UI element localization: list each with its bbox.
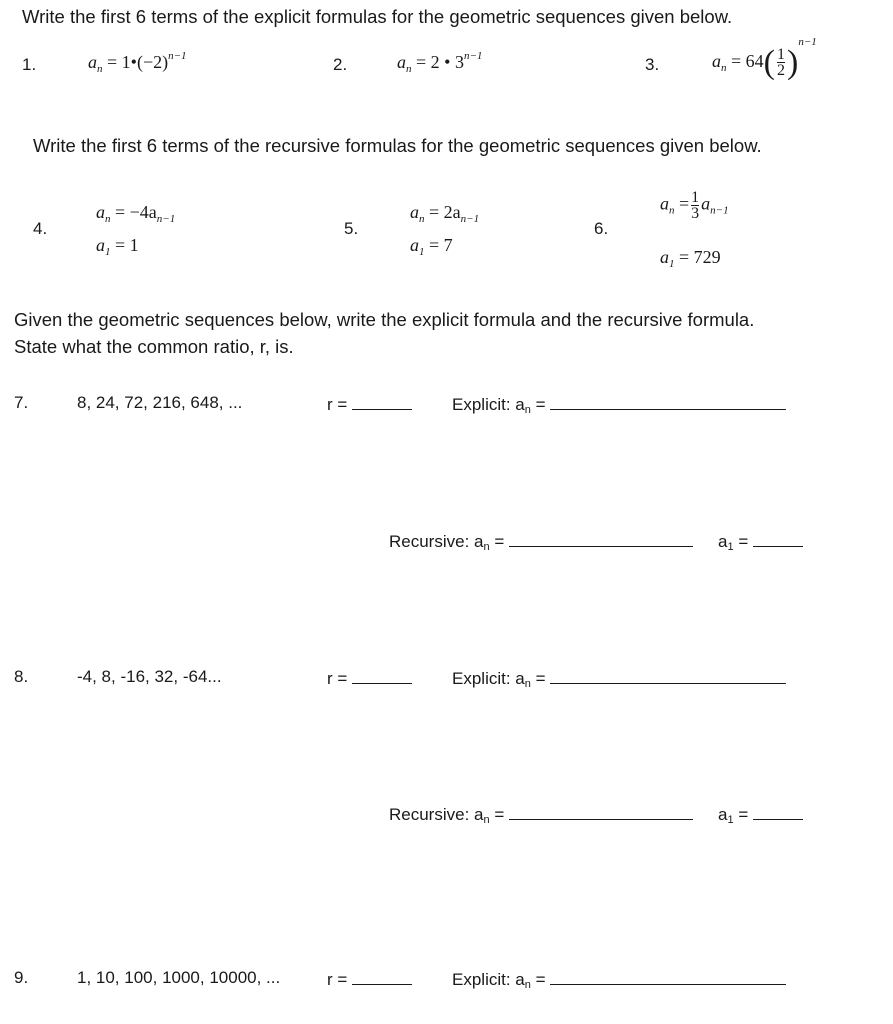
problem-2-number: 2.: [333, 55, 348, 74]
problem-6-line1: $a_n$ = $\frac{1}{3}$ $a_{n-1}$: [660, 189, 729, 222]
problem-5-line1: $a_n = 2a_{n-1}$: [410, 202, 480, 225]
problem-5-number: 5.: [344, 219, 359, 238]
problem-7-recursive: Recursive: an =: [389, 530, 693, 553]
problem-6-line2: $a_1 = 729$: [660, 247, 721, 270]
ratio-answer-blank[interactable]: [352, 968, 412, 985]
problem-6-number: 6.: [594, 219, 609, 238]
ratio-answer-blank[interactable]: [352, 393, 412, 410]
recursive-answer-blank[interactable]: [509, 530, 693, 547]
problem-9-ratio: r =: [327, 968, 412, 990]
problem-8-number: 8.: [14, 667, 29, 686]
problem-7-number: 7.: [14, 393, 29, 412]
problem-3-number: 3.: [645, 55, 660, 74]
ratio-answer-blank[interactable]: [352, 667, 412, 684]
a1-answer-blank[interactable]: [753, 803, 803, 820]
problem-7-ratio: r =: [327, 393, 412, 415]
problem-8-explicit: Explicit: an =: [452, 667, 786, 690]
section1-heading: Write the first 6 terms of the explicit formulas for the geometric sequences given below.: [22, 6, 733, 27]
explicit-answer-blank[interactable]: [550, 667, 786, 684]
problem-3-formula: $a_n = 64$( $\frac{1}{2}$ )$^{n-1}$: [712, 36, 817, 81]
problem-9-sequence: 1, 10, 100, 1000, 10000, ...: [77, 968, 281, 987]
explicit-answer-blank[interactable]: [550, 393, 786, 410]
problem-7-explicit: Explicit: an =: [452, 393, 786, 416]
section2-heading: Write the first 6 terms of the recursive formulas for the geometric sequences given below.: [33, 135, 762, 156]
problem-1-formula: $a_n$ = $1•(-2)^{n-1}$: [88, 50, 187, 75]
problem-7-a1: a1 =: [718, 530, 803, 553]
problem-1-number: 1.: [22, 55, 37, 74]
problem-7-sequence: 8, 24, 72, 216, 648, ...: [77, 393, 243, 412]
section3-heading-line2: State what the common ratio, r, is.: [14, 336, 294, 357]
problem-5-line2: $a_1 = 7$: [410, 235, 453, 258]
problem-9-explicit: Explicit: an =: [452, 968, 786, 991]
problem-8-sequence: -4, 8, -16, 32, -64...: [77, 667, 222, 686]
problem-2-formula: $a_n = 2$ • $3^{n-1}$: [397, 50, 483, 75]
problem-8-ratio: r =: [327, 667, 412, 689]
recursive-answer-blank[interactable]: [509, 803, 693, 820]
problem-4-line2: $a_1 = 1$: [96, 235, 139, 258]
section3-heading-line1: Given the geometric sequences below, write the explicit formula and the recursive formula.: [14, 309, 755, 330]
problem-4-line1: $a_n = -4a_{n-1}$: [96, 202, 176, 225]
explicit-answer-blank[interactable]: [550, 968, 786, 985]
problem-9-number: 9.: [14, 968, 29, 987]
problem-8-a1: a1 =: [718, 803, 803, 826]
problem-8-recursive: Recursive: an =: [389, 803, 693, 826]
a1-answer-blank[interactable]: [753, 530, 803, 547]
problem-4-number: 4.: [33, 219, 48, 238]
